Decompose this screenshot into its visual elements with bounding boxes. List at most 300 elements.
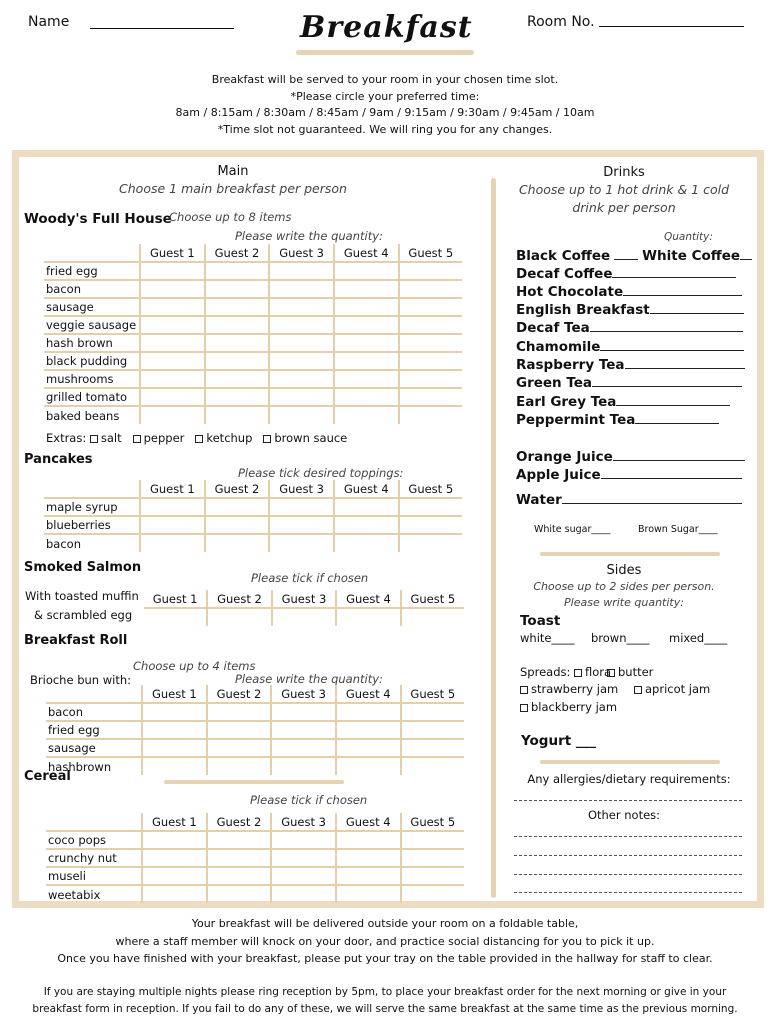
apricot-jam-checkbox[interactable] [634, 686, 642, 694]
item-label: bacon [46, 703, 142, 721]
quantity-cell[interactable] [142, 739, 207, 757]
quantity-cell[interactable] [269, 316, 334, 334]
main-subheading: Choose 1 main breakfast per person [119, 181, 347, 196]
page-title: Breakfast [300, 10, 473, 45]
spread-butter: butter [618, 665, 654, 679]
tick-cell[interactable] [334, 534, 399, 552]
name-field[interactable] [90, 28, 234, 29]
tick-cell[interactable] [207, 867, 272, 885]
quantity-cell[interactable] [140, 334, 205, 352]
allergies-field[interactable] [514, 800, 742, 801]
quantity-field[interactable] [614, 249, 638, 260]
tick-cell[interactable] [271, 849, 336, 867]
tick-cell[interactable] [142, 885, 207, 903]
quantity-field[interactable] [562, 493, 742, 504]
tick-cell[interactable] [336, 849, 401, 867]
table-row [44, 534, 462, 552]
spread-strawberry-jam: strawberry jam [531, 682, 619, 696]
roll-table [46, 685, 464, 775]
quantity-cell[interactable] [271, 721, 336, 739]
cereal-table [46, 813, 464, 903]
tick-cell[interactable] [401, 608, 464, 626]
quantity-cell[interactable] [207, 757, 272, 775]
drink-label: Decaf Coffee [516, 266, 613, 282]
item-label: weetabix [48, 887, 101, 902]
quantity-cell[interactable] [269, 406, 334, 424]
quantity-cell[interactable] [334, 388, 399, 406]
full-house-note: Choose up to 8 items [169, 210, 292, 224]
guest-header: Guest 5 [399, 244, 462, 262]
tick-cell[interactable] [401, 849, 464, 867]
quantity-cell[interactable] [205, 298, 270, 316]
table-row [44, 406, 462, 424]
cereal-title: Cereal [24, 769, 71, 784]
guest-header: Guest 4 [336, 590, 401, 608]
spreads-row-2b [634, 682, 710, 696]
salmon-title: Smoked Salmon [24, 560, 142, 575]
blackberry-jam-checkbox[interactable] [520, 704, 528, 712]
title-underline [296, 50, 474, 55]
quantity-field[interactable] [740, 249, 752, 260]
intro-line-2: *Please circle your preferred time: [290, 90, 480, 103]
drink-label: Green Tea [516, 375, 593, 391]
spread-flora: flora [585, 665, 612, 679]
notes-line[interactable] [514, 874, 742, 875]
tick-cell[interactable] [207, 608, 272, 626]
guest-header: Guest 2 [207, 685, 272, 703]
quantity-cell[interactable] [140, 388, 205, 406]
guest-header: Guest 1 [144, 590, 207, 608]
quantity-field[interactable] [625, 358, 745, 369]
quantity-cell[interactable] [269, 388, 334, 406]
quantity-cell[interactable] [334, 352, 399, 370]
quantity-cell[interactable] [142, 757, 207, 775]
quantity-cell[interactable] [271, 757, 336, 775]
salt-checkbox[interactable] [90, 435, 98, 443]
quantity-cell[interactable] [399, 370, 462, 388]
full-house-title: Woody's Full House [24, 211, 172, 227]
guest-header: Guest 2 [207, 590, 272, 608]
quantity-cell[interactable] [269, 262, 334, 280]
quantity-cell[interactable] [205, 388, 270, 406]
quantity-cell[interactable] [399, 352, 462, 370]
guest-header: Guest 4 [336, 685, 401, 703]
item-label: hashbrown [48, 759, 112, 774]
cereal-instruction: Please tick if chosen [250, 793, 368, 807]
sides-heading: Sides [606, 563, 642, 578]
quantity-field[interactable] [635, 413, 719, 424]
tick-cell[interactable] [140, 498, 205, 516]
other-notes-label: Other notes: [587, 808, 661, 822]
guest-header: Guest 3 [269, 244, 334, 262]
notes-line[interactable] [514, 892, 742, 893]
quantity-cell[interactable] [140, 316, 205, 334]
footer-line-5: breakfast form in reception. If you fail to do any of these, we will serve the same breakfast at the same time as the previous morning. [32, 1003, 738, 1015]
spread-apricot-jam: apricot jam [645, 682, 711, 696]
quantity-cell[interactable] [205, 316, 270, 334]
column-divider [491, 178, 496, 898]
tick-cell[interactable] [399, 516, 462, 534]
quantity-cell[interactable] [140, 370, 205, 388]
quantity-label: Quantity: [664, 231, 713, 243]
main-heading: Main [217, 164, 249, 179]
table-row [46, 703, 464, 721]
tick-cell[interactable] [336, 885, 401, 903]
table-row [44, 334, 462, 352]
drinks-heading: Drinks [603, 165, 645, 180]
table-row [44, 498, 462, 516]
quantity-cell[interactable] [142, 703, 207, 721]
drink-label: Decaf Tea [516, 320, 590, 336]
sides-instruction: Please write quantity: [564, 596, 684, 609]
guest-header: Guest 4 [334, 480, 399, 498]
tick-cell[interactable] [401, 885, 464, 903]
extra-ketchup: ketchup [206, 431, 253, 445]
guest-header: Guest 5 [401, 685, 464, 703]
tick-cell[interactable] [205, 516, 270, 534]
quantity-field[interactable] [623, 285, 742, 296]
table-row [46, 831, 464, 849]
guest-header: Guest 5 [401, 590, 464, 608]
tick-cell[interactable] [269, 534, 334, 552]
quantity-cell[interactable] [205, 334, 270, 352]
white-sugar[interactable]: White sugar____ [534, 524, 611, 535]
drink-label: Orange Juice [516, 449, 613, 465]
pancakes-table [44, 480, 462, 552]
tick-cell[interactable] [401, 831, 464, 849]
tick-cell[interactable] [140, 516, 205, 534]
quantity-cell[interactable] [401, 757, 464, 775]
item-label: crunchy nut [46, 849, 142, 867]
drink-row [516, 467, 742, 483]
quantity-cell[interactable] [399, 388, 462, 406]
spreads-row-1b [607, 665, 653, 679]
footer-line-3: Once you have finished with your breakfast, please put your tray on the table provided in the hallway for staff to clear. [57, 952, 713, 965]
extras-label: Extras: [46, 431, 87, 445]
spreads-row-2 [520, 682, 618, 696]
salmon-table [144, 590, 464, 626]
tick-cell[interactable] [207, 831, 272, 849]
table-row [44, 280, 462, 298]
tick-cell[interactable] [269, 516, 334, 534]
quantity-cell[interactable] [207, 721, 272, 739]
quantity-cell[interactable] [334, 298, 399, 316]
item-label: grilled tomato [44, 388, 140, 406]
quantity-cell[interactable] [399, 406, 462, 424]
quantity-cell[interactable] [334, 334, 399, 352]
quantity-field[interactable] [601, 468, 742, 479]
table-row [46, 721, 464, 739]
quantity-cell[interactable] [399, 316, 462, 334]
item-label: mushrooms [44, 370, 140, 388]
ketchup-checkbox[interactable] [195, 435, 203, 443]
tick-cell[interactable] [401, 867, 464, 885]
quantity-cell[interactable] [205, 280, 270, 298]
quantity-cell[interactable] [140, 352, 205, 370]
drink-row [516, 492, 742, 508]
guest-header: Guest 3 [271, 685, 336, 703]
drink-label: Earl Grey Tea [516, 394, 617, 410]
salmon-desc-1: With toasted muffin [25, 589, 139, 603]
time-slots[interactable]: 8am / 8:15am / 8:30am / 8:45am / 9am / 9:15am / 9:30am / 9:45am / 10am [175, 106, 595, 119]
quantity-cell[interactable] [334, 316, 399, 334]
table-row [46, 757, 464, 775]
quantity-field[interactable] [600, 340, 744, 351]
guest-header: Guest 4 [336, 813, 401, 831]
room-label: Room No. [527, 14, 595, 30]
sides-subheading: Choose up to 2 sides per person. [533, 580, 715, 593]
notes-divider [540, 760, 720, 764]
drink-label: English Breakfast [516, 302, 650, 318]
tick-cell[interactable] [336, 608, 401, 626]
quantity-cell[interactable] [334, 370, 399, 388]
quantity-cell[interactable] [140, 262, 205, 280]
tick-cell[interactable] [142, 849, 207, 867]
toast-mixed[interactable]: mixed____ [669, 631, 728, 645]
tick-cell[interactable] [269, 498, 334, 516]
quantity-cell[interactable] [269, 352, 334, 370]
quantity-cell[interactable] [334, 280, 399, 298]
quantity-cell[interactable] [207, 739, 272, 757]
butter-checkbox[interactable] [607, 669, 615, 677]
toast-title: Toast [520, 613, 561, 629]
item-label: veggie sausage [44, 316, 140, 334]
allergies-label: Any allergies/dietary requirements: [527, 772, 731, 786]
guest-header: Guest 1 [142, 813, 207, 831]
item-label: fried egg [44, 262, 140, 280]
quantity-cell[interactable] [401, 721, 464, 739]
roll-instruction: Please write the quantity: [235, 672, 383, 686]
item-label: fried egg [46, 721, 142, 739]
quantity-cell[interactable] [271, 703, 336, 721]
strawberry-jam-checkbox[interactable] [520, 686, 528, 694]
tick-cell[interactable] [271, 885, 336, 903]
flora-checkbox[interactable] [574, 669, 582, 677]
guest-header: Guest 4 [334, 244, 399, 262]
drink-label: Raspberry Tea [516, 357, 625, 373]
guest-header: Guest 1 [140, 480, 205, 498]
guest-header: Guest 3 [272, 590, 337, 608]
full-house-instruction: Please write the quantity: [235, 229, 383, 243]
item-label: bacon [44, 280, 140, 298]
item-label: hash brown [44, 334, 140, 352]
tick-cell[interactable] [271, 831, 336, 849]
quantity-cell[interactable] [269, 280, 334, 298]
table-row [44, 370, 462, 388]
quantity-cell[interactable] [205, 352, 270, 370]
quantity-field[interactable] [616, 395, 730, 406]
pancakes-title: Pancakes [24, 452, 93, 467]
drinks-subheading-1: Choose up to 1 hot drink & 1 cold [518, 182, 730, 197]
drink-row [516, 375, 742, 391]
quantity-cell[interactable] [399, 280, 462, 298]
tick-cell[interactable] [272, 608, 337, 626]
item-label: maple syrup [44, 498, 140, 516]
item-label: sausage [46, 739, 142, 757]
tick-cell[interactable] [144, 608, 207, 626]
drink-row [516, 339, 744, 355]
toast-white[interactable]: white____ [520, 631, 575, 645]
table-row [44, 316, 462, 334]
extra-pepper: pepper [143, 431, 185, 445]
spread-blackberry-jam: blackberry jam [531, 700, 618, 714]
item-label: sausage [44, 298, 140, 316]
tick-cell[interactable] [205, 534, 270, 552]
table-row [44, 262, 462, 280]
full-house-table [44, 244, 462, 424]
table-row [46, 739, 464, 757]
toast-brown[interactable]: brown____ [591, 631, 650, 645]
tick-cell[interactable] [140, 534, 205, 552]
quantity-cell[interactable] [205, 406, 270, 424]
extra-salt: salt [100, 431, 122, 445]
salmon-desc-2: & scrambled egg [34, 608, 133, 622]
table-row [46, 867, 464, 885]
guest-header: Guest 5 [401, 813, 464, 831]
intro-line-1: Breakfast will be served to your room in your chosen time slot. [211, 73, 559, 86]
drink-row [516, 266, 736, 282]
quantity-cell[interactable] [336, 721, 401, 739]
roll-note: Choose up to 4 items [133, 659, 256, 673]
sides-divider [540, 552, 720, 556]
guest-header: Guest 2 [205, 244, 270, 262]
cereal-divider [164, 780, 344, 784]
spreads-row-3 [520, 700, 617, 714]
drink-label: Hot Chocolate [516, 284, 624, 300]
item-label: blueberries [44, 516, 140, 534]
guest-header: Guest 1 [142, 685, 207, 703]
drink-row [516, 320, 743, 336]
drink-label: Peppermint Tea [516, 412, 636, 428]
drink-row [516, 248, 752, 264]
tick-cell[interactable] [142, 867, 207, 885]
item-label: bacon [46, 536, 81, 551]
yogurt-field[interactable]: Yogurt ___ [521, 733, 597, 749]
spreads-row-1 [520, 665, 611, 679]
footer-line-1: Your breakfast will be delivered outside your room on a foldable table, [191, 917, 579, 930]
tick-cell[interactable] [334, 516, 399, 534]
tick-cell[interactable] [399, 498, 462, 516]
drinks-subheading-2: drink per person [572, 200, 676, 215]
tick-cell[interactable] [142, 831, 207, 849]
quantity-cell[interactable] [269, 370, 334, 388]
notes-line[interactable] [514, 836, 742, 837]
spreads-label: Spreads: [520, 665, 571, 679]
drink-label: Black Coffee [516, 248, 611, 264]
quantity-cell[interactable] [269, 334, 334, 352]
table-row [44, 516, 462, 534]
table-row [44, 298, 462, 316]
salmon-instruction: Please tick if chosen [251, 571, 369, 585]
quantity-cell[interactable] [399, 334, 462, 352]
item-label: baked beans [46, 408, 120, 423]
quantity-cell[interactable] [205, 262, 270, 280]
guest-header: Guest 2 [207, 813, 272, 831]
roll-bun-label: Brioche bun with: [30, 673, 131, 687]
quantity-field[interactable] [592, 376, 742, 387]
brown-sauce-checkbox[interactable] [263, 435, 271, 443]
drink-row [516, 357, 745, 373]
quantity-cell[interactable] [205, 370, 270, 388]
table-row [44, 388, 462, 406]
quantity-cell[interactable] [336, 757, 401, 775]
quantity-cell[interactable] [401, 703, 464, 721]
tick-cell[interactable] [336, 867, 401, 885]
tick-cell[interactable] [207, 885, 272, 903]
guest-header: Guest 3 [271, 813, 336, 831]
extras-row [46, 431, 347, 445]
brown-sugar[interactable]: Brown Sugar____ [638, 524, 718, 535]
pepper-checkbox[interactable] [133, 435, 141, 443]
drink-row [516, 412, 719, 428]
tick-cell[interactable] [336, 831, 401, 849]
drink-label: Water [516, 492, 562, 508]
tick-cell[interactable] [334, 498, 399, 516]
drink-row [516, 284, 742, 300]
item-label: coco pops [46, 831, 142, 849]
drink-label: Chamomile [516, 339, 601, 355]
quantity-cell[interactable] [140, 406, 205, 424]
quantity-cell[interactable] [140, 298, 205, 316]
quantity-cell[interactable] [336, 703, 401, 721]
drink-row [516, 394, 730, 410]
quantity-field[interactable] [612, 267, 736, 278]
drink-row [516, 449, 745, 465]
tick-cell[interactable] [271, 867, 336, 885]
extra-brown-sauce: brown sauce [274, 431, 348, 445]
quantity-field[interactable] [613, 450, 745, 461]
drink-label: Apple Juice [516, 467, 601, 483]
guest-header: Guest 5 [399, 480, 462, 498]
quantity-cell[interactable] [336, 739, 401, 757]
guest-header: Guest 2 [205, 480, 270, 498]
room-field[interactable] [599, 26, 744, 27]
table-row [44, 352, 462, 370]
footer-line-2: where a staff member will knock on your door, and practice social distancing for you to pick it up. [115, 935, 655, 948]
footer-line-4: If you are staying multiple nights please ring reception by 5pm, to place your breakfast order for the next morning or give in your [43, 986, 727, 998]
quantity-cell[interactable] [140, 280, 205, 298]
table-row [46, 885, 464, 903]
quantity-cell[interactable] [207, 703, 272, 721]
quantity-field[interactable] [590, 321, 743, 332]
quantity-cell[interactable] [334, 262, 399, 280]
tick-cell[interactable] [205, 498, 270, 516]
quantity-cell[interactable] [334, 406, 399, 424]
quantity-cell[interactable] [142, 721, 207, 739]
quantity-cell[interactable] [271, 739, 336, 757]
name-label: Name [28, 14, 70, 30]
table-row [144, 608, 464, 626]
guest-header: Guest 3 [269, 480, 334, 498]
item-label: museli [46, 867, 142, 885]
quantity-field[interactable] [650, 303, 744, 314]
table-row [46, 849, 464, 867]
notes-line[interactable] [514, 855, 742, 856]
roll-title: Breakfast Roll [24, 633, 128, 648]
item-label: black pudding [44, 352, 140, 370]
drink-row [516, 302, 744, 318]
tick-cell[interactable] [399, 534, 462, 552]
intro-line-4: *Time slot not guaranteed. We will ring you for any changes. [217, 123, 553, 136]
quantity-cell[interactable] [399, 262, 462, 280]
quantity-cell[interactable] [401, 739, 464, 757]
quantity-cell[interactable] [269, 298, 334, 316]
tick-cell[interactable] [207, 849, 272, 867]
quantity-cell[interactable] [399, 298, 462, 316]
guest-header: Guest 1 [140, 244, 205, 262]
drink-label: White Coffee [642, 248, 741, 264]
pancakes-instruction: Please tick desired toppings: [238, 466, 404, 480]
